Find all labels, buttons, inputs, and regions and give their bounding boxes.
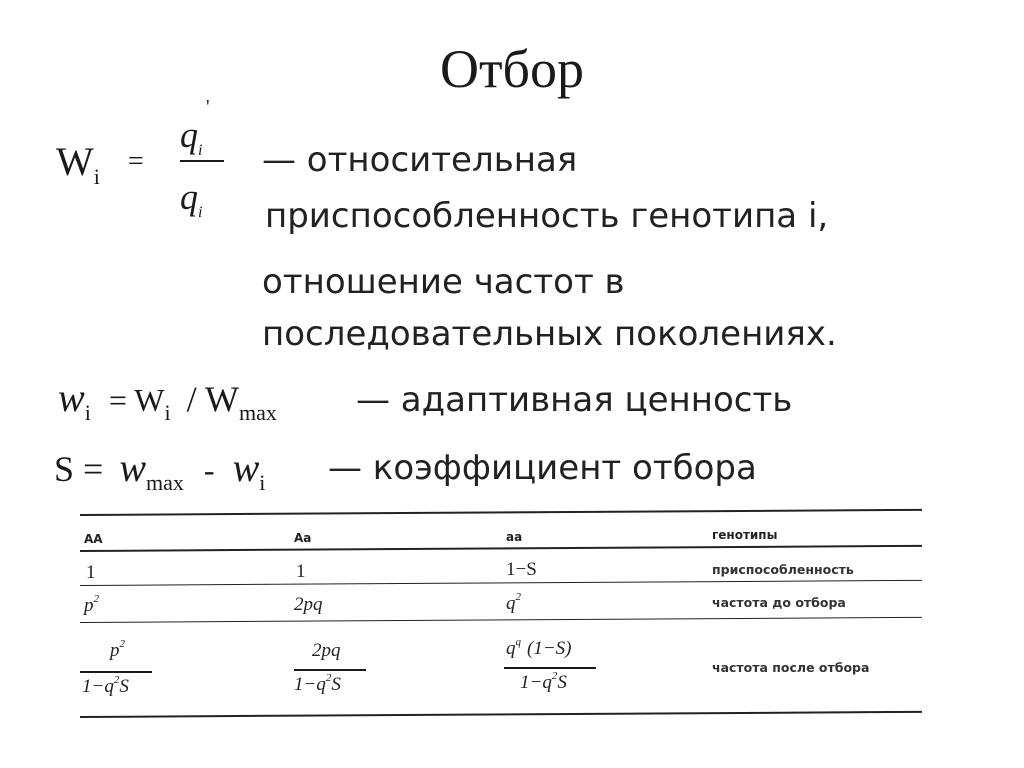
page-title: Отбор xyxy=(439,39,585,99)
header-Aa: Aa xyxy=(294,531,312,545)
symbol-S-equals: S = xyxy=(54,449,104,489)
description-line-4: последовательных поколениях. xyxy=(262,314,837,354)
den-pre: 1−q xyxy=(82,676,114,697)
table-row-rule-1 xyxy=(80,580,922,586)
q: q xyxy=(506,638,516,659)
description-line-2: приспособленность генотипа i, xyxy=(265,196,829,236)
subscript-i: i xyxy=(259,470,266,495)
den-pre: 1−q xyxy=(294,674,326,695)
p: p xyxy=(84,595,94,616)
equals-W: = W xyxy=(108,382,165,418)
subscript-max: max xyxy=(238,400,277,425)
before-AA xyxy=(84,595,99,617)
fitness-Aa: 1 xyxy=(296,561,306,582)
formula-selection-coefficient xyxy=(54,444,266,495)
selection-coefficient-text: — коэффициент отбора xyxy=(328,448,757,488)
header-aa: aa xyxy=(506,530,523,544)
equals-sign: = xyxy=(128,146,144,177)
minus-sign: - xyxy=(203,452,215,488)
after-Aa-numerator: 2pq xyxy=(312,640,341,661)
divide-W: / W xyxy=(186,379,239,419)
label-before-selection: частота до отбора xyxy=(712,595,846,610)
denominator-q: q xyxy=(180,177,198,217)
fitness-aa: 1−S xyxy=(506,559,537,580)
num-post: (1−S) xyxy=(527,638,572,659)
before-Aa: 2pq xyxy=(294,594,323,615)
table-row-rule-2 xyxy=(80,617,922,623)
denominator-sub-i: i xyxy=(198,204,203,221)
subscript-i-2: i xyxy=(164,400,171,425)
symbol-w-max: w xyxy=(119,445,147,490)
p: p xyxy=(110,640,120,661)
after-Aa-bar xyxy=(294,669,366,671)
table-header-rule xyxy=(80,545,922,552)
subscript-i: i xyxy=(84,400,91,425)
den-pre: 1−q xyxy=(520,672,552,693)
after-AA-numerator xyxy=(110,640,125,662)
numerator-sub-i: i xyxy=(198,142,203,159)
label-after-selection: частота после отбора xyxy=(712,660,870,675)
after-AA-bar xyxy=(80,671,152,673)
den-post: S xyxy=(119,676,129,697)
before-aa xyxy=(506,593,521,615)
table-top-rule xyxy=(80,509,922,516)
q: q xyxy=(506,593,516,614)
exp: 2 xyxy=(325,672,332,684)
description-line-3: отношение частот в xyxy=(262,262,625,302)
table-bottom-rule xyxy=(80,711,922,718)
numerator-q: q xyxy=(180,115,198,155)
exp: 2 xyxy=(515,591,521,603)
exp: 2 xyxy=(119,638,125,650)
header-genotypes: генотипы xyxy=(712,528,778,542)
after-aa-denominator xyxy=(520,672,567,694)
den-post: S xyxy=(331,674,341,695)
symbol-w-i: w xyxy=(232,445,260,490)
symbol-W: W xyxy=(56,139,94,184)
after-aa-bar xyxy=(504,667,596,669)
header-AA: AA xyxy=(84,532,103,546)
fitness-AA: 1 xyxy=(86,562,96,583)
formula-relative-fitness xyxy=(56,138,100,189)
exp: 2 xyxy=(551,670,558,682)
fraction-denominator xyxy=(180,176,203,221)
symbol-w: w xyxy=(58,375,85,420)
adaptive-value-text: — адаптивная ценность xyxy=(356,380,793,420)
prime-mark: ' xyxy=(206,96,210,118)
subscript-i: i xyxy=(93,164,100,189)
description-line-1: — относительная xyxy=(262,140,578,180)
after-aa-numerator xyxy=(506,638,571,660)
den-post: S xyxy=(557,672,567,693)
after-AA-denominator xyxy=(82,676,129,698)
fraction-numerator xyxy=(180,114,203,159)
label-fitness: приспособленность xyxy=(712,562,854,577)
after-Aa-denominator xyxy=(294,674,341,696)
exp: 2 xyxy=(113,674,120,686)
exp: q xyxy=(515,636,521,648)
exp: 2 xyxy=(93,593,99,605)
subscript-max: max xyxy=(146,470,184,495)
fraction-bar xyxy=(180,160,224,162)
formula-adaptive-value xyxy=(58,374,277,425)
